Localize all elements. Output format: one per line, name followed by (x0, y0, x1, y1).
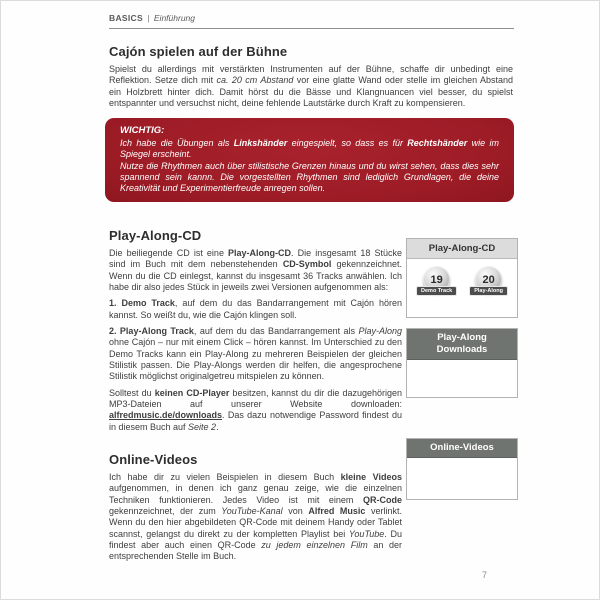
header-section-label: BASICS (109, 13, 143, 23)
cd-track-icons (407, 259, 517, 296)
notice-title: WICHTIG: (120, 125, 165, 136)
page-number: 7 (482, 570, 488, 580)
track-number: 19 (430, 273, 443, 286)
cd-paragraph-4: Solltest du keinen CD-Player besitzen, kannst du dir die dazugehörigen MP3-Dateien auf unserer Website downloaden: alfredmusic.de/downloads. Das dazu notwendige Password findest du in diesem Buch auf Seite 2. (109, 387, 403, 432)
cd-paragraph-1: Die beiliegende CD ist eine Play-Along-CD. Die insgesamt 18 Stücke sind im Buch mit dem nebenstehenden CD-Symbol gekennzeichnet. Wenn du die CD einlegst, kannst du insgesamt 36 Tracks anwählen. Ich habe dir also jedes Stück in jeweils zwei Versionen aufgenommen als: (109, 248, 402, 292)
downloads-box-title: Play-Along Downloads (407, 329, 517, 360)
videos-paragraph-1: Ich habe dir zu vielen Beispielen in diesem Buch kleine Videos aufgenommen, in denen ich ganz genau zeige, wie die einzelnen Techniken funktionieren. Jedes Video ist mit einem QR-Code gekennzeichnet, der zum YouTube-Kanal von Alfred Music verlinkt. Wenn du den hier abgebildeten QR-Code mit deinem Handy oder Tablet scannst, gelangst du direkt zu der kompletten Playlist bei YouTube. Du findest aber auch einen QR-Code zu jedem einzelnen Film an der entsprechenden Stelle im Buch. (109, 472, 403, 562)
sidebar-cd-box (406, 238, 518, 318)
stage-section-title: Cajón spielen auf der Bühne (109, 44, 288, 59)
cd-section-title: Play-Along-CD (109, 228, 202, 243)
notice-paragraph-2: Nutze die Rhythmen auch über stilistische Grenzen hinaus und du wirst sehen, dass dies sehr spannend sein kannn. Die vorgestellten Rhythmen sind lediglich Grundlagen, die deine Kreativität und Experimentierfreude anregen sollen. (120, 160, 499, 193)
online-videos-section (109, 452, 402, 568)
running-header (109, 13, 514, 29)
track-label: Play-Along (469, 286, 508, 296)
cd-paragraph-3: 2. Play-Along Track, auf dem du das Bandarrangement als Play-Along ohne Cajón – nur mit einem Click – hören kannst. Im Unterschied zu den Demo Tracks kann ein Play-Along zu mehreren Beispielen der gleichen Stilistik passen. Die Play-Alongs werden dir helfen, die angesprochene Stilistik möglichst originalgetreu mitspielen zu können. (109, 325, 402, 382)
stage-section (109, 44, 513, 114)
notice-paragraph-1: Ich habe die Übungen als Linkshänder eingespielt, so dass es für Rechtshänder wie im Spiegel erscheint. (120, 138, 499, 160)
stage-paragraph: Spielst du allerdings mit verstärkten Instrumenten auf der Bühne, schaffe dir unbedingt eine Reflektion. Setze dich mit ca. 20 cm Abstand vor eine glatte Wand oder stelle im gleichen Abstand ein Holzbrett hinter dich. Damit hörst du die Bässe und Klangnuancen viel besser, du spielst entspannter und versuchst nicht, deine fehlende Lautstärke durch Kraft zu kompensieren. (109, 64, 513, 108)
sidebar-downloads-box (406, 328, 518, 398)
play-along-cd-section (109, 228, 402, 438)
cd-box-title: Play-Along-CD (407, 239, 517, 259)
header-chapter-label: Einführung (153, 13, 196, 23)
header-divider: | (147, 13, 150, 23)
cd-track-20 (469, 266, 508, 296)
videos-section-title: Online-Videos (109, 452, 198, 467)
videos-box-body (407, 458, 517, 499)
sidebar-videos-box (406, 438, 518, 500)
cd-track-19 (416, 266, 457, 296)
cd-paragraph-2: 1. Demo Track, auf dem du das Bandarrangement mit Cajón hören kannst. So weißt du, wie die Cajón klingen soll. (109, 298, 403, 320)
important-notice-box (105, 118, 514, 202)
videos-box-title: Online-Videos (407, 439, 517, 458)
track-number: 20 (482, 273, 495, 286)
track-label: Demo Track (416, 286, 457, 296)
downloads-box-body (407, 360, 517, 397)
